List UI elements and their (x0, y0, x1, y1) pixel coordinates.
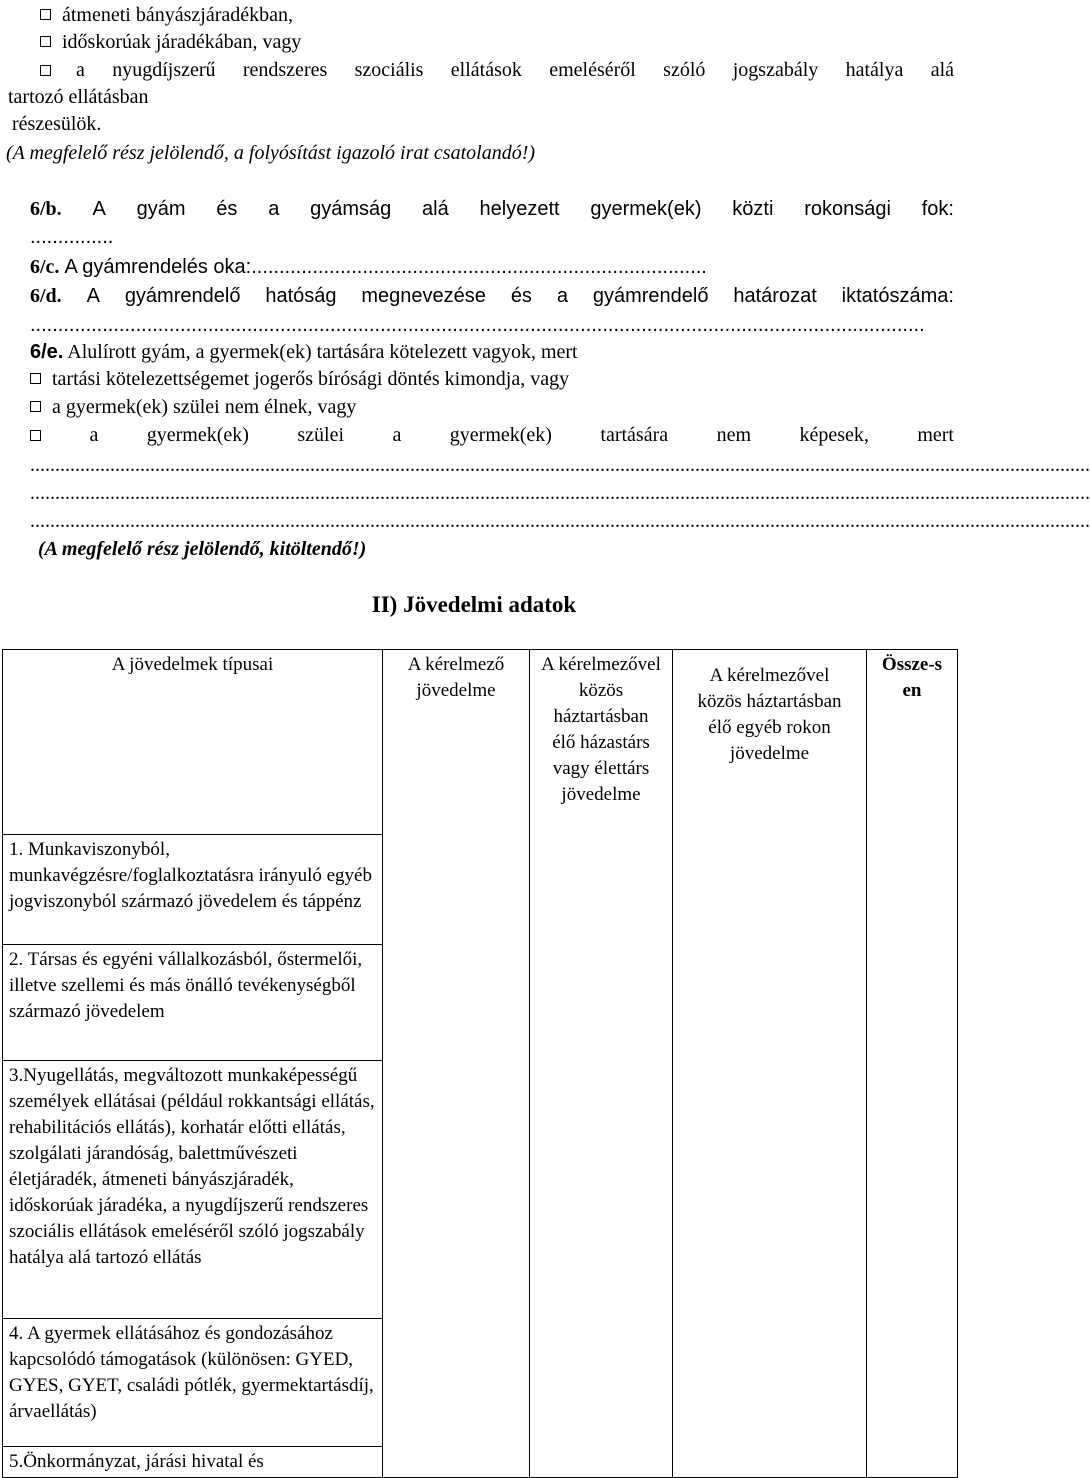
checkbox-icon[interactable] (30, 430, 41, 441)
guardian-fill-line-2[interactable]: .................................................................................................................................................................................................................... (30, 482, 1090, 504)
income-row-3-type: 3.Nyugellátás, megváltozott munkaképességű személyek ellátásai (például rokkantsági ellátás, rehabilitációs ellátás), korhatár előtti ellátás, szolgálati járandóság, balettművészeti életjáradék, átmeneti bányászjáradék, időskorúak járadéka, a nyugdíjszerű rendszeres szociális ellátások emeléséről szóló jogszabály hatálya alá tartozó ellátás (3, 1061, 383, 1319)
guardian-option-2[interactable]: a gyermek(ek) szülei nem élnek, vagy (30, 394, 356, 420)
income-row-1-type: 1. Munkaviszonyból, munkavégzésre/foglalkoztatásra irányuló egyéb jogviszonyból származó jövedelem és táppénz (3, 835, 383, 945)
section-6d-fill[interactable]: ................................................................................................................................................................. (30, 314, 925, 336)
income-row-5-type: 5.Önkormányzat, járási hivatal és (3, 1447, 383, 1478)
checkbox-icon[interactable] (40, 36, 51, 47)
benefit-note: (A megfelelő rész jelölendő, a folyósítást igazoló irat csatolandó!) (6, 142, 536, 164)
section-II-title: II) Jövedelmi adatok (371, 592, 577, 617)
income-row-4-type: 4. A gyermek ellátásához és gondozásához kapcsolódó támogatások (különösen: GYED, GYES, GYET, családi pótlék, gyermektartásdíj, árvaellátás) (3, 1319, 383, 1447)
section-6b-label: 6/b. (30, 198, 62, 220)
income-table (2, 649, 958, 1478)
section-6c-text: A gyámrendelés oka: (64, 256, 252, 278)
income-row-2-type: 2. Társas és egyéni vállalkozásból, őstermelői, illetve szellemi és más önálló tevékenységből származó jövedelem (3, 945, 383, 1061)
guardian-option-3[interactable]: a gyermek(ek) szülei a gyermek(ek) tartására nem képesek, mert (30, 422, 954, 448)
header-income-types: A jövedelmek típusai (3, 650, 383, 835)
benefit-option-3-text: a nyugdíjszerű rendszeres szociális ellátások emeléséről szóló jogszabály hatálya alá (76, 59, 954, 81)
section-6e-line (30, 339, 578, 365)
checkbox-icon[interactable] (30, 401, 41, 412)
checkbox-icon[interactable] (30, 373, 41, 384)
benefit-recipients-text: részesülök. (12, 113, 102, 135)
guardian-fill-line-1[interactable]: .................................................................................................................................................................................................................... (30, 454, 1090, 476)
header-applicant-income: A kérelmező jövedelme (383, 650, 530, 1478)
section-6e-intro: Alulírott gyám, a gyermek(ek) tartására kötelezett vagyok, mert (67, 341, 578, 363)
benefit-option-2[interactable]: időskorúak járadékában, vagy (40, 29, 301, 55)
section-6e-note: (A megfelelő rész jelölendő, kitöltendő!) (38, 538, 367, 560)
header-spouse-income: A kérelmezővel közös háztartásban élő házastárs vagy élettárs jövedelme (530, 650, 673, 1478)
header-total: Össze-sen (867, 650, 958, 1478)
section-6c-fill[interactable]: .................................................................................. (251, 256, 707, 278)
benefit-option-3-continuation: tartozó ellátásban (8, 86, 149, 108)
section-6b-line: 6/b. A gyám és a gyámság alá helyezett gyermek(ek) közti rokonsági fok: (30, 198, 954, 220)
header-relatives-income: A kérelmezővel közös háztartásban élő egyéb rokon jövedelme (673, 650, 867, 1478)
guardian-fill-line-3[interactable]: .................................................................................................................................................................................................................... (30, 510, 1090, 532)
checkbox-icon[interactable] (40, 9, 51, 20)
section-6d-label: 6/d. (30, 285, 62, 307)
guardian-option-1[interactable]: tartási kötelezettségemet jogerős bírósági döntés kimondja, vagy (30, 366, 569, 392)
section-6d-line: 6/d. A gyámrendelő hatóság megnevezése és a gyámrendelő határozat iktatószáma: (30, 285, 954, 307)
checkbox-icon[interactable] (40, 65, 51, 76)
section-6c-line (30, 254, 707, 280)
benefit-option-3[interactable] (40, 57, 954, 83)
section-6c-label: 6/c. (30, 256, 60, 278)
benefit-option-1[interactable]: átmeneti bányászjáradékban, (40, 2, 293, 28)
income-table-header-row (3, 650, 958, 835)
section-6e-label: 6/e. (30, 341, 64, 363)
section-6b-fill[interactable]: ............... (30, 226, 114, 248)
